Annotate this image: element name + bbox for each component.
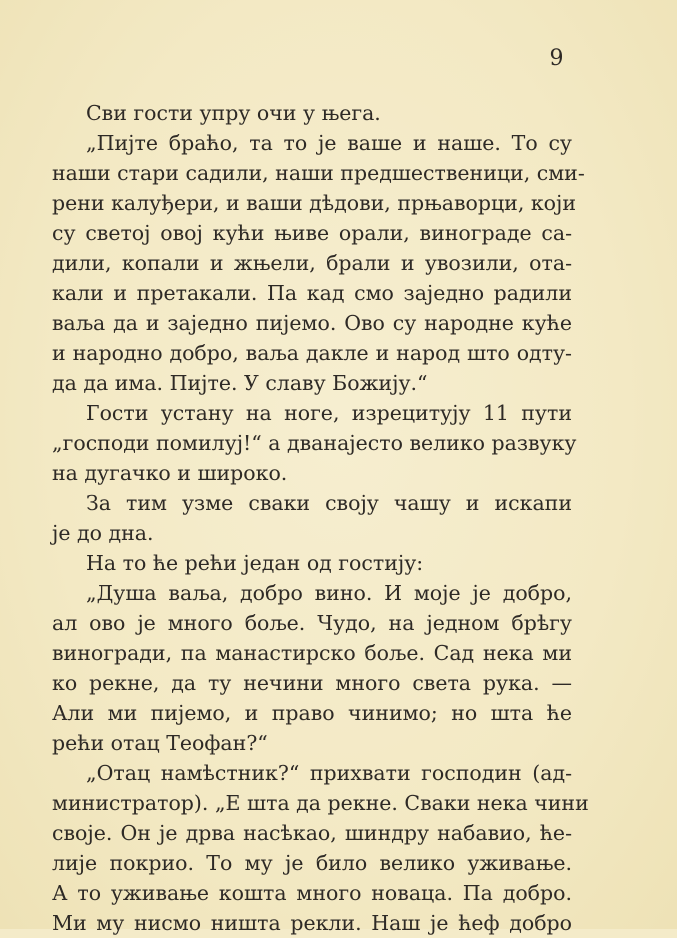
text-line: Гости устану на ноге, изрецитују 11 пути — [86, 401, 572, 425]
text-line: А то уживање кошта много новаца. Па добро. — [52, 881, 572, 905]
text-line: „господи помилуј!“ а дванајесто велико развуку — [52, 431, 577, 455]
text-line: да да има. Пијте. У славу Божију.“ — [52, 371, 428, 395]
text-line: Али ми пијемо, и право чинимо; но шта ће — [52, 701, 572, 725]
text-line: наши стари садили, наши предшественици, сми- — [52, 161, 585, 185]
text-line: „Душа ваља, добро вино. И моје је добро, — [86, 581, 572, 605]
text-line: На то ће рећи један од гостију: — [86, 551, 424, 575]
text-line: „Отац намѣстник?“ прихвати господин (ад- — [86, 761, 572, 785]
body-text — [52, 98, 589, 938]
text-line: своје. Он је дрва насѣкао, шиндру набавио, ће- — [52, 821, 572, 845]
text-line: кали и претакали. Па кад смо заједно радили — [52, 281, 572, 305]
text-line: дили, копали и жњели, брали и увозили, ота- — [52, 251, 572, 275]
text-line: „Пијте браћо, та то је ваше и наше. То су — [86, 131, 572, 155]
text-line: лије покрио. То му је било велико уживање. — [52, 851, 572, 875]
text-line: рећи отац Теофан?“ — [52, 731, 268, 755]
text-line: ваља да и заједно пијемо. Ово су народне куће — [52, 311, 572, 335]
text-line: рени калуђери, и ваши дѣдови, прњаворци, који — [52, 191, 577, 215]
text-line: Сви гости упру очи у њега. — [86, 101, 381, 125]
text-line: на дугачко и широко. — [52, 461, 288, 485]
text-line: министратор). „Е шта да рекне. Сваки нека чини — [52, 791, 589, 815]
text-line: ал ово је много боље. Чудо, на једном брѣгу — [52, 611, 572, 635]
text-line: виногради, па манастирско боље. Сад нека ми — [52, 641, 572, 665]
text-line: За тим узме сваки своју чашу и искапи — [86, 491, 572, 515]
text-line: ко рекне, да ту нечини много света рука. — — [52, 671, 572, 695]
text-line: Ми му нисмо ништа рекли. Наш је ћеф добро — [52, 911, 572, 935]
text-line: су светој овој кући њиве орали, винограде са- — [52, 221, 572, 245]
text-line: је до дна. — [52, 521, 154, 545]
text-line: и народно добро, ваља дакле и народ што одту- — [52, 341, 572, 365]
page-number: 9 — [549, 46, 564, 71]
